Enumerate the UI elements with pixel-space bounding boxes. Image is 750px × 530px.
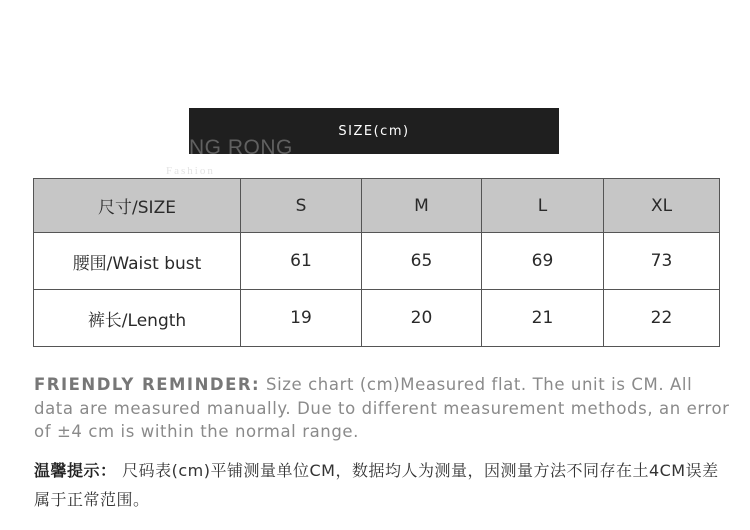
table-row (34, 290, 720, 347)
table-row (34, 233, 720, 290)
reminder-en-text: Size chart (cm)Measured flat. The unit is CM. All data are measured manually. Due to different measurement methods, an error of ±4 cm is within the normal range. (34, 375, 730, 441)
row-label-waist: 腰围/Waist bust (34, 233, 241, 290)
table-cell: 22 (604, 290, 720, 347)
header-label-cell: 尺寸/SIZE (34, 179, 241, 233)
table-cell: 21 (482, 290, 604, 347)
header-size-s: S (241, 179, 362, 233)
reminder-cn-title: 温馨提示： (34, 461, 117, 480)
brand-watermark: NG RONG (189, 136, 293, 159)
row-label-length: 裤长/Length (34, 290, 241, 347)
table-cell: 65 (362, 233, 482, 290)
header-size-l: L (482, 179, 604, 233)
header-size-xl: XL (604, 179, 720, 233)
table-cell: 61 (241, 233, 362, 290)
friendly-reminder-en (34, 373, 734, 444)
table-cell: 19 (241, 290, 362, 347)
reminder-en-title: FRIENDLY REMINDER: (34, 375, 261, 394)
reminder-cn-text: 尺码表(cm)平铺测量单位CM，数据均人为测量，因测量方法不同存在土4CM误差属于正常范围。 (34, 461, 719, 509)
header-size-m: M (362, 179, 482, 233)
friendly-reminder-cn (34, 456, 734, 514)
banner-title: SIZE(cm) (338, 123, 410, 139)
table-cell: 73 (604, 233, 720, 290)
table-cell: 69 (482, 233, 604, 290)
brand-watermark-sub: Fashion (166, 165, 215, 177)
table-cell: 20 (362, 290, 482, 347)
size-table (33, 178, 720, 347)
table-header-row (34, 179, 720, 233)
